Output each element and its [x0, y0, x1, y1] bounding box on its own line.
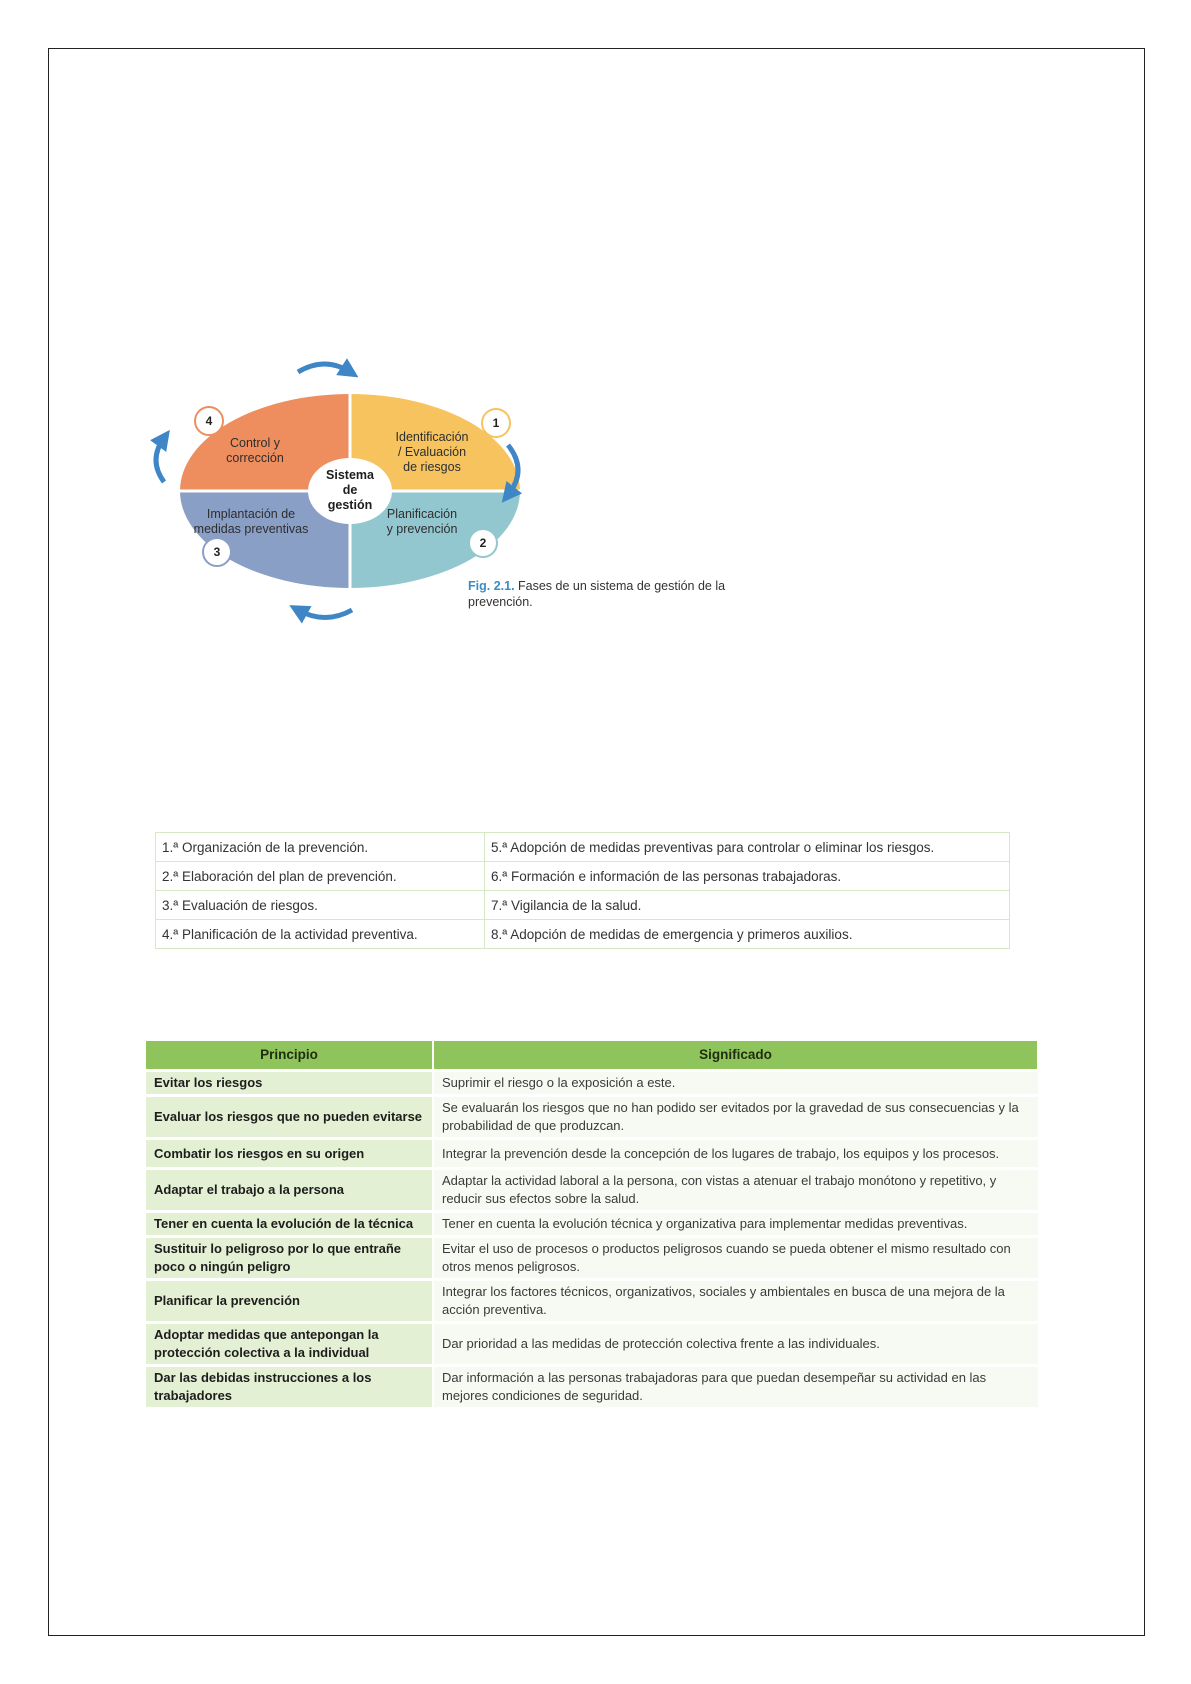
table-cell: 2.ª Elaboración del plan de prevención.: [156, 862, 485, 891]
phase-number-2: 2: [468, 528, 498, 558]
principle-meaning: Integrar los factores técnicos, organizativos, sociales y ambientales en busca de una mejora de la acción preventiva.: [433, 1280, 1038, 1323]
table-row: [156, 920, 1010, 949]
table-row: [156, 891, 1010, 920]
principle-meaning: Adaptar la actividad laboral a la persona, con vistas a atenuar el trabajo monótono y repetitivo, y reducir sus efectos sobre la salud.: [433, 1169, 1038, 1212]
table-row: [146, 1071, 1038, 1096]
table-cell: 4.ª Planificación de la actividad preventiva.: [156, 920, 485, 949]
table-cell: 8.ª Adopción de medidas de emergencia y primeros auxilios.: [485, 920, 1010, 949]
table-row: [146, 1169, 1038, 1212]
header-principio: Principio: [146, 1041, 433, 1071]
table-row: [146, 1096, 1038, 1139]
table-row: [146, 1366, 1038, 1409]
table-row: [146, 1212, 1038, 1237]
table-row: [146, 1280, 1038, 1323]
phases-table: [155, 832, 1010, 949]
phase-number-3: 3: [202, 537, 232, 567]
principle-meaning: Se evaluarán los riesgos que no han podido ser evitados por la gravedad de sus consecuencias y la probabilidad de que produzcan.: [433, 1096, 1038, 1139]
table-row: [146, 1323, 1038, 1366]
phase-label-4: Control y corrección: [226, 436, 284, 465]
table-cell: 1.ª Organización de la prevención.: [156, 833, 485, 862]
principle-meaning: Integrar la prevención desde la concepción de los lugares de trabajo, los equipos y los procesos.: [433, 1139, 1038, 1169]
cycle-arrow-bottom: [298, 610, 352, 618]
principle-meaning: Tener en cuenta la evolución técnica y organizativa para implementar medidas preventivas.: [433, 1212, 1038, 1237]
principle-name: Evaluar los riesgos que no pueden evitarse: [146, 1096, 433, 1139]
table-row: [156, 862, 1010, 891]
phase-label-2: Planificación y prevención: [386, 507, 458, 536]
table-header-row: [146, 1041, 1038, 1071]
principle-meaning: Dar prioridad a las medidas de protección colectiva frente a las individuales.: [433, 1323, 1038, 1366]
table-cell: 6.ª Formación e información de las personas trabajadoras.: [485, 862, 1010, 891]
principle-name: Tener en cuenta la evolución de la técnica: [146, 1212, 433, 1237]
figure-number: Fig. 2.1.: [468, 579, 515, 593]
principle-name: Dar las debidas instrucciones a los trabajadores: [146, 1366, 433, 1409]
phase-number-4: 4: [194, 406, 224, 436]
figure-caption-text: Fases de un sistema de gestión de la prevención.: [468, 579, 726, 609]
principle-name: Combatir los riesgos en su origen: [146, 1139, 433, 1169]
phase-label-1: Identificación / Evaluación de riesgos: [395, 430, 469, 474]
table-cell: 3.ª Evaluación de riesgos.: [156, 891, 485, 920]
table-row: [156, 833, 1010, 862]
principle-name: Evitar los riesgos: [146, 1071, 433, 1096]
principle-meaning: Suprimir el riesgo o la exposición a este.: [433, 1071, 1038, 1096]
table-row: [146, 1237, 1038, 1280]
principle-meaning: Dar información a las personas trabajadoras para que puedan desempeñar su actividad en las mejores condiciones de seguridad.: [433, 1366, 1038, 1409]
phase-label-3: Implantación de medidas preventivas: [193, 507, 309, 536]
figure-caption: [468, 578, 728, 610]
phase-number-1: 1: [481, 408, 511, 438]
table-row: [146, 1139, 1038, 1169]
principle-meaning: Evitar el uso de procesos o productos peligrosos cuando se pueda obtener el mismo resultado con otros menos peligrosos.: [433, 1237, 1038, 1280]
table-cell: 5.ª Adopción de medidas preventivas para controlar o eliminar los riesgos.: [485, 833, 1010, 862]
principle-name: Adoptar medidas que antepongan la protección colectiva a la individual: [146, 1323, 433, 1366]
table-cell: 7.ª Vigilancia de la salud.: [485, 891, 1010, 920]
principles-table: [146, 1041, 1039, 1410]
principle-name: Planificar la prevención: [146, 1280, 433, 1323]
header-significado: Significado: [433, 1041, 1038, 1071]
principle-name: Adaptar el trabajo a la persona: [146, 1169, 433, 1212]
cycle-arrow-left: [156, 438, 164, 482]
center-label: Sistema de gestión: [326, 468, 374, 512]
principle-name: Sustituir lo peligroso por lo que entrañe poco o ningún peligro: [146, 1237, 433, 1280]
